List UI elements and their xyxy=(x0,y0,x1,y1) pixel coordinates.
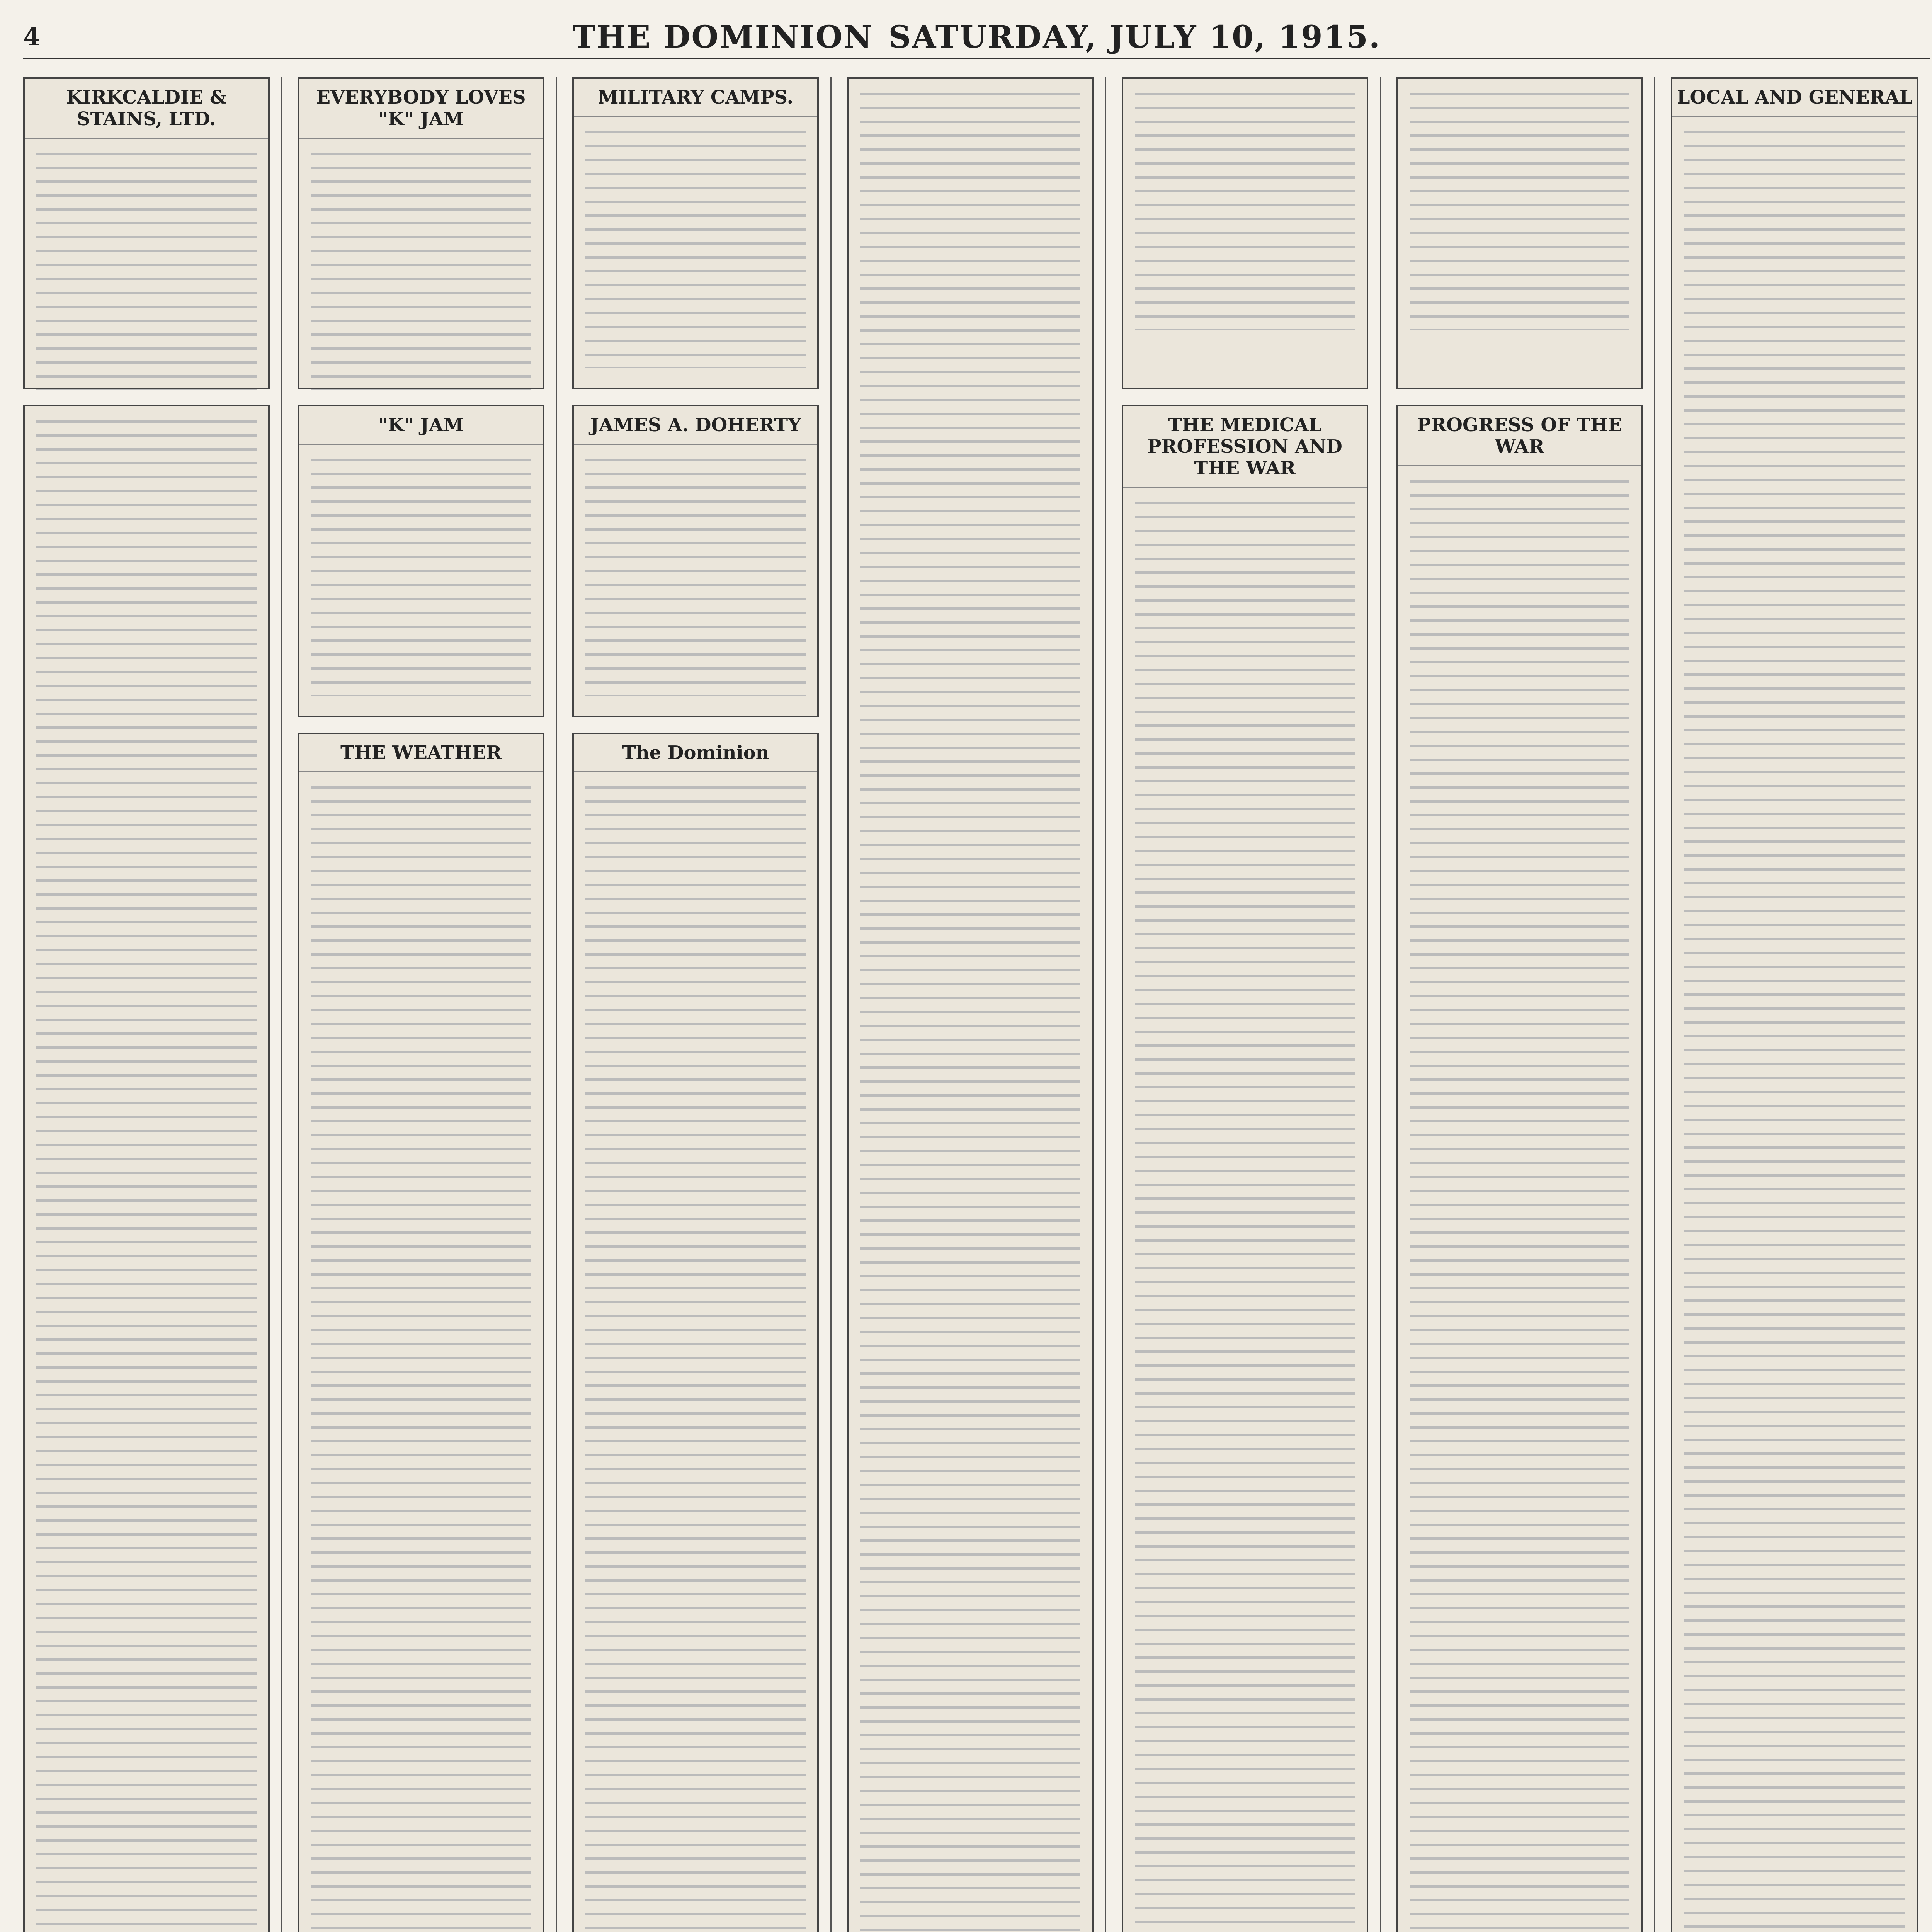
block-title: THE WEATHER xyxy=(299,734,543,772)
column-7 xyxy=(1671,77,1930,1932)
content-block xyxy=(23,405,270,1932)
block-title: MILITARY CAMPS. xyxy=(574,79,817,117)
content-block xyxy=(1122,77,1368,389)
block-title: PROGRESS OF THE WAR xyxy=(1398,406,1641,466)
content-block xyxy=(572,77,819,389)
content-block xyxy=(1671,77,1918,1932)
content-block xyxy=(572,405,819,717)
block-title: The Dominion xyxy=(574,734,817,772)
body-text-placeholder xyxy=(1672,117,1917,1932)
body-text-placeholder xyxy=(299,772,543,1932)
column-4 xyxy=(847,77,1106,1932)
content-block xyxy=(1122,405,1368,1932)
column-5 xyxy=(1122,77,1381,1932)
body-text-placeholder xyxy=(574,445,817,707)
content-block xyxy=(298,77,544,389)
block-title: "K" JAM xyxy=(299,406,543,445)
block-title: KIRKCALDIE & STAINS, LTD. xyxy=(25,79,268,139)
page-number: 4 xyxy=(23,22,42,51)
newspaper-columns xyxy=(23,77,1930,1932)
content-block xyxy=(298,405,544,717)
column-3 xyxy=(572,77,832,1932)
masthead xyxy=(23,15,1930,60)
body-text-placeholder xyxy=(1123,488,1367,1932)
column-6 xyxy=(1396,77,1656,1932)
masthead-date: SATURDAY, JULY 10, 1915. xyxy=(888,19,1381,55)
body-text-placeholder xyxy=(574,117,817,380)
body-text-placeholder xyxy=(574,772,817,1932)
body-text-placeholder xyxy=(299,139,543,401)
body-text-placeholder xyxy=(1123,79,1367,342)
block-title: THE MEDICAL PROFESSION AND THE WAR xyxy=(1123,406,1367,488)
body-text-placeholder xyxy=(849,79,1092,1932)
content-block xyxy=(23,77,270,389)
masthead-title: THE DOMINION xyxy=(572,19,873,55)
body-text-placeholder xyxy=(1398,79,1641,342)
content-block xyxy=(1396,77,1643,389)
column-1 xyxy=(23,77,282,1932)
block-title: JAMES A. DOHERTY xyxy=(574,406,817,445)
content-block xyxy=(298,733,544,1932)
block-title: LOCAL AND GENERAL xyxy=(1672,79,1917,117)
content-block xyxy=(572,733,819,1932)
block-title: EVERYBODY LOVES "K" JAM xyxy=(299,79,543,139)
body-text-placeholder xyxy=(25,406,268,1932)
content-block xyxy=(1396,405,1643,1932)
body-text-placeholder xyxy=(25,139,268,401)
body-text-placeholder xyxy=(1398,466,1641,1932)
column-2 xyxy=(298,77,557,1932)
body-text-placeholder xyxy=(299,445,543,707)
content-block xyxy=(847,77,1094,1932)
